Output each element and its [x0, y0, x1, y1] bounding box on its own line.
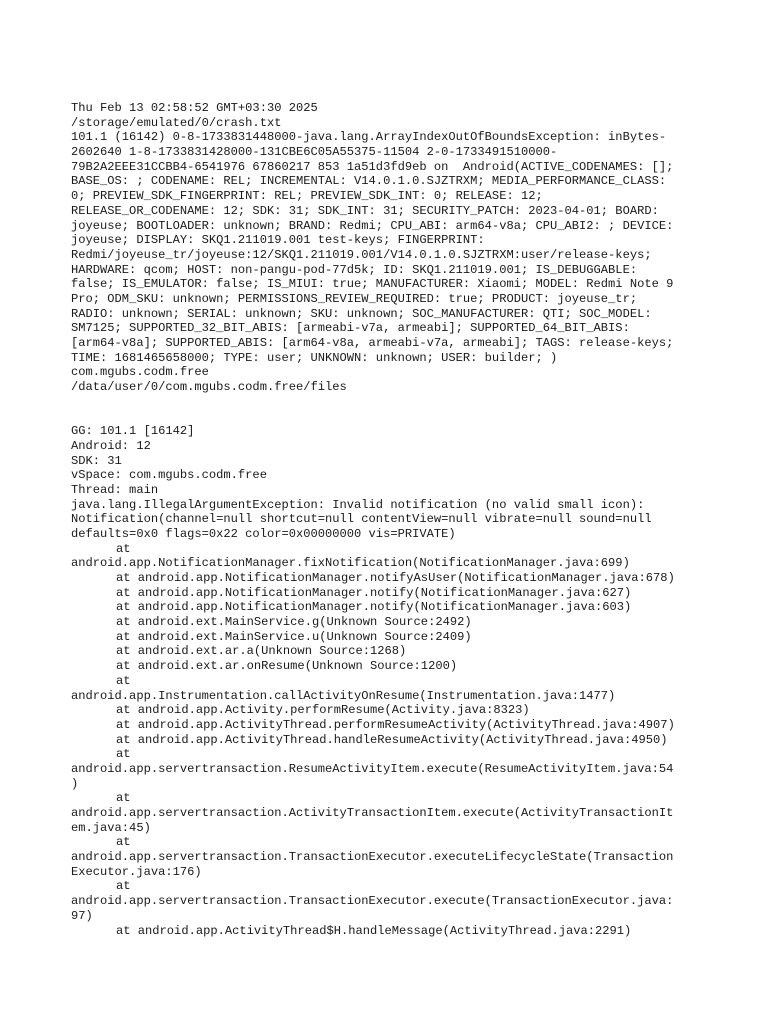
stacktrace-line: android.app.servertransaction.TransactionExecutor.executeLifecycleState(Transaction: [71, 850, 674, 865]
stacktrace-line: at android.app.ActivityThread.handleResumeActivity(ActivityThread.java:4950): [116, 732, 668, 747]
detail-line: defaults=0x0 flags=0x22 color=0x00000000 vis=PRIVATE): [71, 526, 456, 541]
header-line: 101.1 (16142) 0-8-1733831448000-java.lang.ArrayIndexOutOfBoundsException: inBytes-: [71, 130, 667, 145]
header-line: SM7125; SUPPORTED_32_BIT_ABIS: [armeabi-v7a, armeabi]; SUPPORTED_64_BIT_ABIS:: [71, 321, 630, 336]
stacktrace-line: ): [71, 776, 79, 791]
stacktrace-line: android.app.servertransaction.ActivityTransactionItem.execute(ActivityTransactionIt: [71, 806, 674, 820]
stacktrace-line: android.app.servertransaction.ResumeActivityItem.execute(ResumeActivityItem.java:54: [71, 761, 674, 776]
header-line: RADIO: unknown; SERIAL: unknown; SKU: unknown; SOC_MANUFACTURER: QTI; SOC_MODEL:: [71, 306, 652, 321]
header-line: Pro; ODM_SKU: unknown; PERMISSIONS_REVIEW_REQUIRED: true; PRODUCT: joyeuse_tr;: [71, 291, 638, 306]
header-line: BASE_OS: ; CODENAME: REL; INCREMENTAL: V14.0.1.0.SJZTRXM; MEDIA_PERFORMANCE_CLASS:: [71, 174, 667, 189]
stacktrace-line: at: [116, 879, 131, 894]
stacktrace-line: at android.app.NotificationManager.notify(NotificationManager.java:603): [116, 600, 632, 615]
detail-line: Notification(channel=null shortcut=null contentView=null vibrate=null sound=null: [71, 512, 652, 527]
detail-line: java.lang.IllegalArgumentException: Invalid notification (no valid small icon):: [71, 497, 645, 512]
stacktrace-line: android.app.Instrumentation.callActivityOnResume(Instrumentation.java:1477): [71, 688, 616, 703]
detail-line: SDK: 31: [71, 453, 122, 468]
header-line: joyeuse; DISPLAY: SKQ1.211019.001 test-keys; FINGERPRINT:: [71, 233, 485, 248]
stacktrace-line: at: [116, 747, 131, 762]
detail-line: GG: 101.1 [16142]: [71, 424, 195, 439]
stacktrace-line: at android.app.ActivityThread$H.handleMessage(ActivityThread.java:2291): [116, 923, 632, 938]
header-line: com.mgubs.codm.free: [71, 365, 209, 380]
header-line: 79B2A2EEE31CCBB4-6541976 67860217 853 1a51d3fd9eb on Android(ACTIVE_CODENAMES: [];: [71, 159, 674, 174]
header-line: TIME: 1681465658000; TYPE: user; UNKNOWN: unknown; USER: builder; ): [71, 350, 558, 365]
header-line: 2602640 1-8-1733831428000-131CBE6C05A55375-11504 2-0-1733491510000-: [71, 145, 558, 160]
stacktrace-line: at: [116, 673, 131, 688]
header-line: 0; PREVIEW_SDK_FINGERPRINT: REL; PREVIEW_SDK_INT: 0; RELEASE: 12;: [71, 189, 543, 204]
stacktrace-line: at android.ext.ar.a(Unknown Source:1268): [116, 644, 407, 659]
stacktrace-line: at android.ext.MainService.g(Unknown Source:2492): [116, 615, 472, 630]
crash-log-text: [71, 101, 711, 938]
blank-line: [71, 409, 711, 424]
stacktrace-line: at: [116, 791, 131, 806]
stacktrace-line: at android.ext.MainService.u(Unknown Source:2409): [116, 629, 472, 644]
detail-line: Thread: main: [71, 482, 159, 497]
stacktrace-line: at android.app.Activity.performResume(Activity.java:8323): [116, 703, 530, 718]
header-line: Redmi/joyeuse_tr/joyeuse:12/SKQ1.211019.001/V14.0.1.0.SJZTRXM:user/release-keys;: [71, 247, 652, 262]
header-line: false; IS_EMULATOR: false; IS_MIUI: true; MANUFACTURER: Xiaomi; MODEL: Redmi Note 9: [71, 277, 674, 292]
stacktrace-line: Executor.java:176): [71, 864, 202, 879]
header-line: [arm64-v8a]; SUPPORTED_ABIS: [arm64-v8a, armeabi-v7a, armeabi]; TAGS: release-keys;: [71, 336, 674, 350]
stacktrace-line: at: [116, 835, 131, 850]
header-line: RELEASE_OR_CODENAME: 12; SDK: 31; SDK_INT: 31; SECURITY_PATCH: 2023-04-01; BOARD:: [71, 203, 659, 218]
header-line: Thu Feb 13 02:58:52 GMT+03:30 2025: [71, 101, 318, 115]
detail-line: vSpace: com.mgubs.codm.free: [71, 468, 267, 483]
header-line: HARDWARE: qcom; HOST: non-pangu-pod-77d5k; ID: SKQ1.211019.001; IS_DEBUGGABLE:: [71, 262, 638, 277]
stacktrace-line: at android.ext.ar.onResume(Unknown Source:1200): [116, 659, 458, 674]
stacktrace-line: at android.app.ActivityThread.performResumeActivity(ActivityThread.java:4907): [116, 717, 675, 732]
stacktrace-line: 97): [71, 908, 93, 923]
stacktrace-line: at android.app.NotificationManager.notify(NotificationManager.java:627): [116, 585, 632, 600]
detail-line: Android: 12: [71, 438, 151, 453]
header-line: joyeuse; BOOTLOADER: unknown; BRAND: Redmi; CPU_ABI: arm64-v8a; CPU_ABI2: ; DEVICE:: [71, 218, 674, 233]
stacktrace-line: em.java:45): [71, 820, 151, 835]
blank-line: [71, 395, 711, 410]
stacktrace-line: android.app.NotificationManager.fixNotification(NotificationManager.java:699): [71, 556, 630, 571]
stacktrace-line: android.app.servertransaction.TransactionExecutor.execute(TransactionExecutor.java:: [71, 894, 674, 909]
header-line: /data/user/0/com.mgubs.codm.free/files: [71, 380, 347, 395]
stacktrace-line: at: [116, 541, 131, 556]
header-line: /storage/emulated/0/crash.txt: [71, 115, 282, 130]
stacktrace-line: at android.app.NotificationManager.notifyAsUser(NotificationManager.java:678): [116, 571, 675, 585]
